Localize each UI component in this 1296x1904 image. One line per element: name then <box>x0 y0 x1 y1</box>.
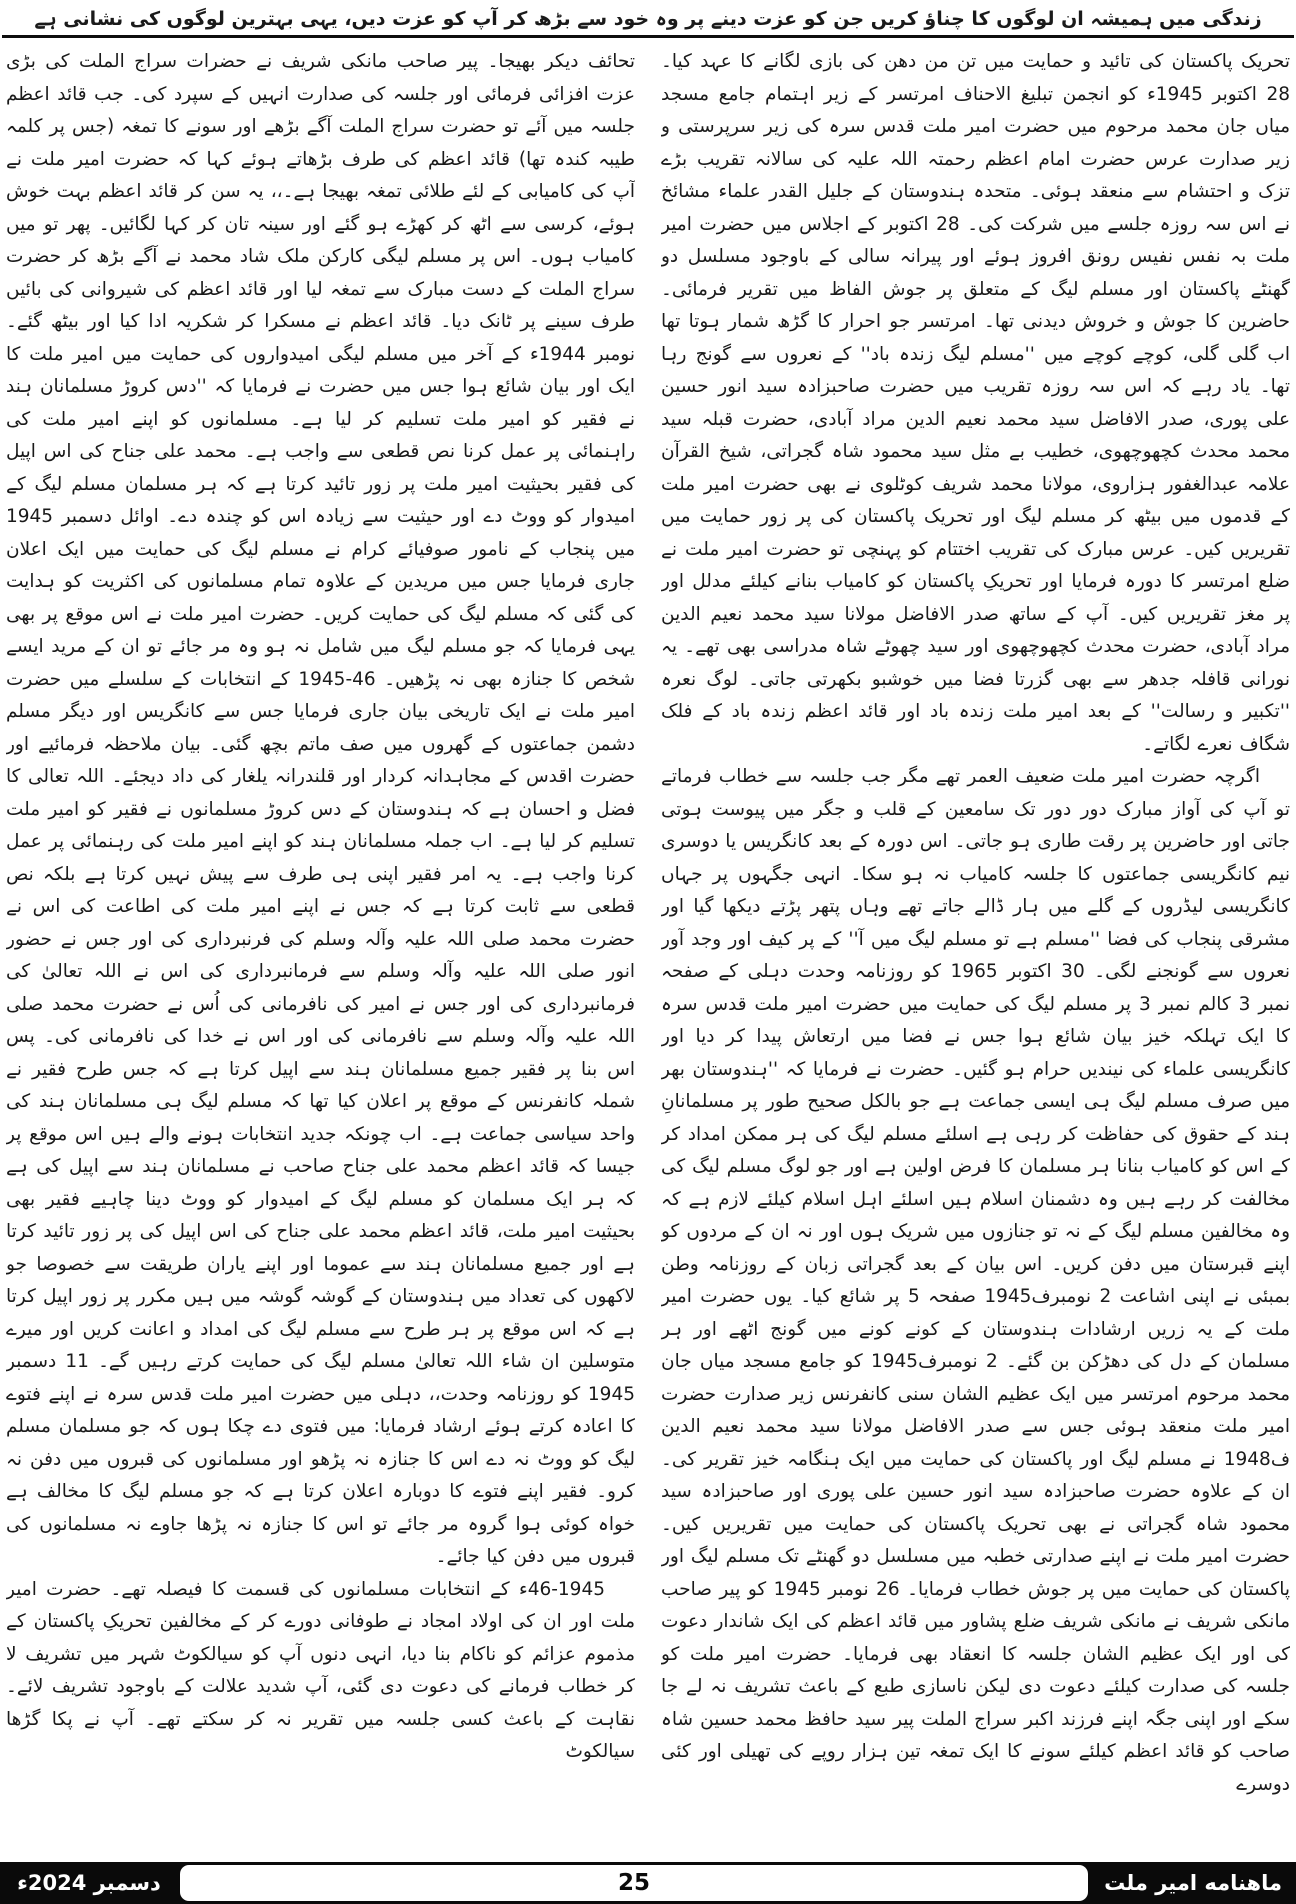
footer-date: دسمبر 2024ء <box>17 1871 161 1895</box>
column-right <box>661 46 1290 1854</box>
footer-magazine-title: ماهنامه امير ملت <box>1104 1871 1282 1895</box>
article-body <box>0 38 1296 1854</box>
footer-page-number: 25 <box>180 1865 1088 1901</box>
paragraph: تحریک پاکستان کی تائید و حمایت میں تن من دھن کی بازی لگانے کا عہد کیا۔ 28 اکتوبر 1945ء کو انجمن تبلیغ الاحناف امرتسر کے زیر اہتمام جامع مسجد میاں جان محمد مرحوم میں حضرت امیر ملت قدس سرہ کی زیر سرپرستی و زیر صدارت عرس حضرت امام اعظم رحمتہ اللہ علیہ کی سالانہ تقریب بڑے تزک و احتشام سے منعقد ہوئی۔ متحدہ ہندوستان کے جلیل القدر علماء مشائخ نے اس سہ روزہ جلسے میں شرکت کی۔ 28 اکتوبر کے اجلاس میں حضرت امیر ملت بہ نفس نفیس رونق افروز ہوئے اور پیرانہ سالی کے باوجود مسلسل دو گھنٹے پاکستان اور مسلم لیگ کے متعلق پر جوش الفاظ میں تقریر فرمائی۔ حاضرین کا جوش و خروش دیدنی تھا۔ امرتسر جو احرار کا گڑھ شمار ہوتا تھا اب گلی گلی، کوچے کوچے میں ''مسلم لیگ زندہ باد'' کے نعروں سے گونج رہا تھا۔ یاد رہے کہ اس سہ روزہ تقریب میں حضرت صاحبزادہ سید انور حسین علی پوری، صدر الافاضل سید محمد نعیم الدین مراد آبادی، حضرت قبلہ سید محمد محدث کچھوچھوی، خطیب بے مثل سید محمود شاہ گجراتی، شیخ القرآن علامہ عبدالغفور ہزاروی، مولانا محمد شریف کوٹلوی نے بھی حضرت امیر ملت کے قدموں میں بیٹھ کر مسلم لیگ اور تحریک پاکستان کی پر زور حمایت میں تقریریں کیں۔ عرس مبارک کی تقریب اختتام کو پہنچی تو حضرت امیر ملت نے ضلع امرتسر کا دورہ فرمایا اور تحریکِ پاکستان کو کامیاب بنانے کیلئے مدلل اور پر مغز تقریریں کیں۔ آپ کے ساتھ صدر الافاضل مولانا سید محمد نعیم الدین مراد آبادی، حضرت محدث کچھوچھوی اور سید چھوٹے شاہ مدراسی بھی تھے۔ یہ نورانی قافلہ جدھر سے بھی گزرتا فضا میں خوشبو بکھرتی جاتی۔ لوگ نعرہ ''تکبیر و رسالت'' کے بعد امیر ملت زندہ باد اور قائد اعظم زندہ باد کے فلک شگاف نعرے لگاتے۔ <box>661 51 1290 755</box>
column-left <box>6 46 635 1854</box>
page-header-quote: زندگی میں ہمیشہ ان لوگوں کا چناؤ کریں جن کو عزت دینے پر وہ خود سے بڑھ کر آپ کو عزت دیں، یہی بہترین لوگوں کی نشانی ہے <box>34 7 1262 30</box>
paragraph: اگرچہ حضرت امیر ملت ضعیف العمر تھے مگر جب جلسہ سے خطاب فرماتے تو آپ کی آواز مبارک دور دور تک سامعین کے قلب و جگر میں پیوست ہوتی جاتی اور حاضرین پر رقت طاری ہو جاتی۔ اس دورہ کے بعد کانگریس یا دوسری نیم کانگریسی جماعتوں کا جلسہ کامیاب نہ ہو سکا۔ انہی جگہوں پر جہاں کانگریسی لیڈروں کے گلے میں ہار ڈالے جاتے تھے وہاں پتھر پڑتے دیکھا گیا اور مشرقی پنجاب کی فضا ''مسلم ہے تو مسلم لیگ میں آ'' کے پر کیف اور وجد آور نعروں سے گونجنے لگی۔ 30 اکتوبر 1965 کو روزنامہ وحدت دہلی کے صفحہ نمبر 3 کالم نمبر 3 پر مسلم لیگ کی حمایت میں حضرت امیر ملت قدس سرہ کا ایک تہلکہ خیز بیان شائع ہوا جس نے فضا میں ارتعاش پیدا کر دیا اور کانگریسی علماء کی نیندیں حرام ہو گئیں۔ حضرت نے فرمایا کہ ''ہندوستان بھر میں صرف مسلم لیگ ہی ایسی جماعت ہے جو بالکل صحیح طور پر مسلمانانِ ہند کے حقوق کی حفاظت کر رہی ہے اسلئے مسلم لیگ کی ہر ممکن امداد کر کے اس کو کامیاب بنانا ہر مسلمان کا فرض اولین ہے اور جو لوگ مسلم لیگ کی مخالفت کر رہے ہیں وہ دشمنان اسلام ہیں اسلئے اہل اسلام کیلئے لازم ہے کہ وہ مخالفین مسلم لیگ کے نہ تو جنازوں میں شریک ہوں اور نہ ان کے مردوں کو اپنے قبرستان میں دفن کریں۔ اس بیان کے بعد گجراتی زبان کے روزنامہ وطن بمبئی نے اپنی اشاعت 2 نومبرف1945 صفحہ 5 پر شائع کیا۔ یوں حضرت امیر ملت کے یہ زریں ارشادات ہندوستان کے کونے کونے میں گونج اٹھے اور ہر مسلمان کے دل کی دھڑکن بن گئے۔ 2 نومبرف1945 کو جامع مسجد میاں جان محمد مرحوم امرتسر میں ایک عظیم الشان سنی کانفرنس زیر صدارت حضرت امیر ملت منعقد ہوئی جس سے صدر الافاضل مولانا سید محمد نعیم الدین ف1948 نے مسلم لیگ اور پاکستان کی حمایت میں ایک ہنگامہ خیز تقریر کی۔ ان کے علاوہ حضرت صاحبزادہ سید انور حسین علی پوری اور صاحبزادہ سید محمود شاہ گجراتی نے بھی تحریک پاکستان کی حمایت میں تقریریں کیں۔ حضرت امیر ملت نے اپنے صدارتی خطبہ میں مسلسل دو گھنٹے تک مسلم لیگ اور پاکستان کی حمایت میں پر جوش خطاب فرمایا۔ 26 نومبر 1945 کو پیر صاحب مانکی شریف نے مانکی شریف ضلع پشاور میں قائد اعظم کی ایک شاندار دعوت کی اور ایک عظیم الشان جلسہ کا انعقاد بھی فرمایا۔ حضرت امیر ملت کو جلسہ کی صدارت کیلئے دعوت دی لیکن ناسازی طبع کے باعث تشریف نہ لے جا سکے اور اپنی جگہ اپنے فرزند اکبر سراج الملت پیر سید حافظ محمد حسین شاہ صاحب کو قائد اعظم کیلئے سونے کا ایک تمغہ تین ہزار روپے کی تھیلی اور کئی دوسرے <box>661 766 1290 1795</box>
paragraph: 46-1945ء کے انتخابات مسلمانوں کی قسمت کا فیصلہ تھے۔ حضرت امیر ملت اور ان کی اولاد امجاد نے طوفانی دورے کر کے مخالفین تحریکِ پاکستان کے مذموم عزائم کو ناکام بنا دیا، انہی دنوں آپ کو سیالکوٹ شہر میں تشریف لا کر خطاب فرمانے کی دعوت دی گئی، آپ شدید علالت کے باوجود تشریف لائے۔ نقاہت کے باعث کسی جلسہ میں تقریر نہ کر سکتے تھے۔ آپ نے پکا گڑھا سیالکوٹ <box>6 1578 635 1762</box>
footer-bar <box>0 1862 1296 1904</box>
paragraph: تحائف دیکر بھیجا۔ پیر صاحب مانکی شریف نے حضرات سراج الملت کی بڑی عزت افزائی فرمائی اور جلسہ کی صدارت انہیں کے سپرد کی۔ جب قائد اعظم جلسہ میں آئے تو حضرت سراج الملت آگے بڑھے اور سونے کا تمغہ (جس پر کلمہ طیبہ کندہ تھا) قائد اعظم کی طرف بڑھاتے ہوئے کہا کہ حضرت امیر ملت نے آپ کی کامیابی کے لئے طلائی تمغہ بھیجا ہے۔،، یہ سن کر قائد اعظم بہت خوش ہوئے، کرسی سے اٹھ کر کھڑے ہو گئے اور سینہ تان کر کہا لگائیں۔ پھر تو میں کامیاب ہوں۔ اس پر مسلم لیگی کارکن ملک شاد محمد نے آگے بڑھ کر حضرت سراج الملت کے دست مبارک سے تمغہ لیا اور قائد اعظم کی شیروانی کی بائیں طرف سینے پر ٹانک دیا۔ قائد اعظم نے مسکرا کر شکریہ ادا کیا اور بیٹھ گئے۔ نومبر 1944ء کے آخر میں مسلم لیگی امیدواروں کی حمایت میں امیر ملت کا ایک اور بیان شائع ہوا جس میں حضرت نے فرمایا کہ ''دس کروڑ مسلمانان ہند نے فقیر کو امیر ملت تسلیم کر لیا ہے۔ مسلمانوں کو اپنے امیر ملت کی راہنمائی پر عمل کرنا نص قطعی سے واجب ہے۔ محمد علی جناح کی اس اپیل کی فقیر بحیثیت امیر ملت پر زور تائید کرتا ہے کہ ہر مسلمان مسلم لیگ کے امیدوار کو ووٹ دے اور حیثیت سے زیادہ اس کو چندہ دے۔ اوائل دسمبر 1945 میں پنجاب کے نامور صوفیائے کرام نے مسلم لیگ کی حمایت میں ایک اعلان جاری فرمایا جس میں مریدین کے علاوہ تمام مسلمانوں کی اکثریت کو ہدایت کی گئی کہ مسلم لیگ کی حمایت کریں۔ حضرت امیر ملت نے اس موقع پر بھی یہی فرمایا کہ جو مسلم لیگ میں شامل نہ ہو وہ مر جائے تو ان کے مرید ایسے شخص کا جنازہ بھی نہ پڑھیں۔ 46-1945 کے انتخابات کے سلسلے میں حضرت امیر ملت نے ایک تاریخی بیان جاری فرمایا جس سے کانگریس اور دیگر مسلم دشمن جماعتوں کے گھروں میں صف ماتم بچھ گئی۔ بیان ملاحظہ فرمائیے اور حضرت اقدس کے مجاہدانہ کردار اور قلندرانہ یلغار کی داد دیجئے۔ اللہ تعالی کا فضل و احسان ہے کہ ہندوستان کے دس کروڑ مسلمانوں نے فقیر کو امیر ملت تسلیم کر لیا ہے۔ اب جملہ مسلمانان ہند کو اپنے امیر ملت کی رہنمائی پر عمل کرنا واجب ہے۔ یہ امر فقیر اپنی ہی طرف سے پیش نہیں کرتا ہے بلکہ نص قطعی سے ثابت کرتا ہے کہ جس نے اپنے امیر ملت کی اطاعت کی اس نے حضرت محمد صلی اللہ علیہ وآلہ وسلم کی فرنبرداری کی اور جس نے حضور انور صلی اللہ علیہ وآلہ وسلم سے فرمانبرداری کی اس نے اللہ تعالیٰ کی فرمانبرداری کی اور جس نے امیر کی نافرمانی کی اُس نے حضرت محمد صلی اللہ علیہ وآلہ وسلم سے نافرمانی کی اور اس نے خدا کی نافرمانی کی۔ پس اس بنا پر فقیر جمیع مسلمانان ہند سے اپیل کرتا ہے کہ جس طرح فقیر نے شملہ کانفرنس کے موقع پر اعلان کیا تھا کہ مسلم لیگ ہی مسلمانان ہند کی واحد سیاسی جماعت ہے۔ اب چونکہ جدید انتخابات ہونے والے ہیں اس موقع پر جیسا کہ قائد اعظم محمد علی جناح صاحب نے مسلمانان ہند سے اپیل کی ہے کہ ہر ایک مسلمان کو مسلم لیگ کے امیدوار کو ووٹ دینا چاہیے فقیر بھی بحیثیت امیر ملت، قائد اعظم محمد علی جناح کی اس اپیل کی پر زور تائید کرتا ہے اور جمیع مسلمانان ہند سے عموما اور اپنے یاران طریقت سے خصوصا جو لاکھوں کی تعداد میں ہندوستان کے گوشہ گوشہ میں ہیں مکرر پر زور اپیل کرتا ہے کہ اس موقع پر ہر طرح سے مسلم لیگ کی امداد و اعانت کریں اور میرے متوسلین ان شاء اللہ تعالیٰ مسلم لیگ کی حمایت کرتے رہیں گے۔ 11 دسمبر 1945 کو روزنامہ وحدت،، دہلی میں حضرت امیر ملت قدس سرہ نے اپنے فتوے کا اعادہ کرتے ہوئے ارشاد فرمایا: میں فتوی دے چکا ہوں کہ جو مسلمان مسلم لیگ کو ووٹ نہ دے اس کا جنازہ نہ پڑھو اور مسلمانوں کی قبروں میں دفن نہ کرو۔ فقیر اپنے فتوے کا دوبارہ اعلان کرتا ہے کہ جو مسلم لیگ کا مخالف ہے خواہ کوئی ہوا گروہ مر جائے تو اس کا جنازہ نہ پڑھا جاوے نہ مسلمانوں کی قبروں میں دفن کیا جائے۔ <box>6 51 635 1567</box>
